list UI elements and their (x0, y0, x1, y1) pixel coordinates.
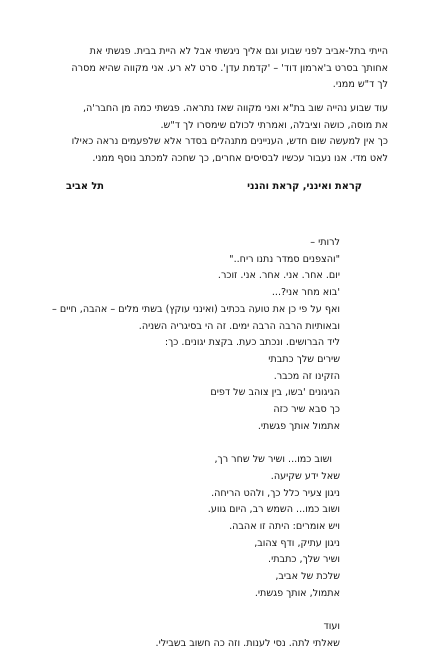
letter-line: לרותי – (310, 237, 340, 248)
letter-line: יום. אחר. אני. אחר. אני. זוכר. (217, 270, 340, 282)
intro-paragraph-1 (42, 44, 388, 94)
letter-line: אתמול אותך פגשתי. (257, 420, 340, 432)
letter-line: שלכת של אביב, (275, 571, 340, 583)
text-line: לך ד"ש ממני. (332, 79, 388, 90)
text-line: את מוסה, כושה וציבלה, ואמרתי לכולם שימסרו לך ד"ש. (160, 119, 388, 131)
text-line: כך אין למעשה שום חדש, העניינים מתנהלים בסדר אלא שלפעמים נראה כאילו (71, 136, 388, 147)
letter-line: ובאותיות הרבה הרבה ימים. זה הי בסיגריה השניה. (138, 320, 340, 332)
heading-place: תל אביב (66, 181, 104, 192)
letter-line: אתמול, אותך פגשתי. (254, 587, 340, 599)
section-heading (66, 181, 362, 197)
text-line: לאט מדי. אנו נעבור עכשיו לבסיסים אחרים, כך שחכה למכתב נוסף ממני. (92, 152, 388, 164)
letter-line: כך סבא שיר כזה (273, 404, 340, 416)
blank-line (36, 435, 340, 452)
letter-line: שאלתי לתה. נסי לענות. וזה כה חשוב בשבילי. (155, 637, 340, 649)
text-line: אחותך בסרט ב'ארמון דוד' – 'קדמת עדן'. סרט לא רע. אני מקווה שהיא מסרה (71, 62, 388, 74)
text-line: הייתי בתל-אביב לפני שבוע וגם אליך ניגשתי אבל לא היית בבית. פגשתי את (89, 46, 388, 57)
letter-line: שירים שלך כתבתי (268, 353, 340, 365)
letter-line: ויש אומרים: היתה זו אהבה. (229, 520, 340, 532)
letter-line: 'בוא מחר אני?... (271, 287, 340, 299)
letter-line: ושיר שלך, כתבתי. (268, 554, 340, 566)
letter-line: ליד הברושים. ונכתב כעת. בקצת יגונים. כך: (164, 337, 340, 349)
letter-line: ואף על פי כן את טועה בכתיב (ואינני עוקץ) בשתי מלים – אהבה, חיים – (51, 303, 340, 315)
letter-line: ניגון עתיק, ודף צהוב, (254, 537, 340, 549)
blank-line (36, 602, 340, 619)
letter-line: ניגון צעיר כלל כך, ולהט הריחה. (211, 487, 340, 499)
letter-line: "והצפנים סמדר נתנו ריח.." (229, 253, 340, 265)
letter-line: ושוב כמו... ושיר של שחר רך, (214, 454, 332, 466)
letter-line: הזקינו זה מכבר. (273, 370, 340, 382)
letter-line: ושוב כמו... השמש רב, היום גווע. (207, 504, 340, 516)
letter-line: ועוד (323, 621, 340, 633)
letter-body (36, 235, 340, 653)
letter-line: שאל ידע שקיעה. (270, 470, 340, 482)
intro-paragraph-2 (42, 101, 388, 167)
heading-title: קראת ואינני, קראת והנני (247, 181, 362, 192)
text-line: עוד שבוע נהייה שוב בת"א ואני מקווה שאז נתראה. פגשתי כמה מן החבר'ה, (82, 103, 388, 114)
letter-line: הגיגונים 'בשו, בין צוהב של דפים (210, 387, 340, 399)
